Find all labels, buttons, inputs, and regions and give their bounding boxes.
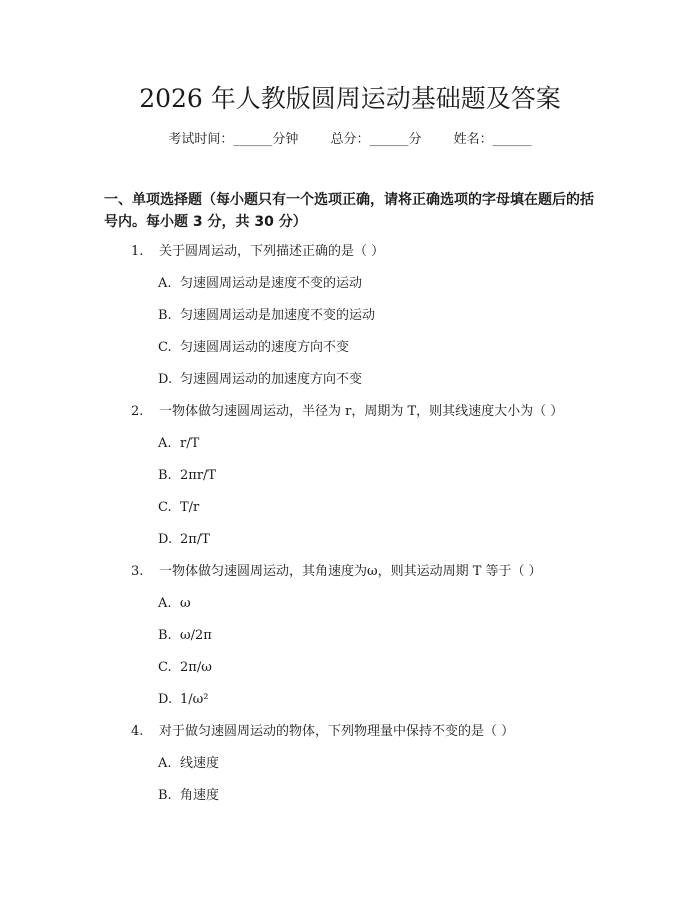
option-letter: D.	[158, 692, 173, 707]
option-text: 匀速圆周运动是速度不变的运动	[180, 276, 363, 291]
option-letter: A.	[158, 436, 172, 451]
option-text: 2πr/T	[180, 468, 217, 483]
option-letter: D.	[158, 372, 173, 387]
option-1d	[158, 371, 362, 389]
option-text: 匀速圆周运动的速度方向不变	[180, 340, 350, 355]
exam-meta	[0, 131, 700, 149]
question-3	[131, 563, 542, 581]
option-letter: A.	[158, 596, 172, 611]
option-letter: D.	[158, 532, 173, 547]
option-2c	[158, 499, 199, 517]
option-letter: B.	[158, 468, 172, 483]
option-2a	[158, 435, 199, 453]
question-text: 一物体做匀速圆周运动，其角速度为ω，则其运动周期 T 等于（ ）	[159, 564, 542, 579]
option-letter: A.	[158, 756, 172, 771]
option-text: 匀速圆周运动是加速度不变的运动	[180, 308, 376, 323]
document-title: 2026 年人教版圆周运动基础题及答案	[139, 84, 561, 113]
option-4a	[158, 755, 219, 773]
option-3a	[158, 595, 191, 613]
option-3b	[158, 627, 212, 645]
option-letter: B.	[158, 308, 172, 323]
option-letter: C.	[158, 500, 172, 515]
option-letter: A.	[158, 276, 172, 291]
student-name-field: 姓名：______	[453, 132, 532, 147]
question-1	[131, 243, 384, 261]
question-2	[131, 403, 563, 421]
question-text: 对于做匀速圆周运动的物体，下列物理量中保持不变的是（ ）	[159, 724, 515, 739]
option-letter: C.	[158, 660, 172, 675]
option-text: 线速度	[180, 756, 220, 771]
option-1b	[158, 307, 375, 325]
question-number: 4.	[131, 724, 144, 739]
option-1a	[158, 275, 362, 293]
option-2d	[158, 531, 210, 549]
question-number: 2.	[131, 404, 144, 419]
option-4b	[158, 787, 219, 805]
total-score-field: 总分：______分	[330, 132, 422, 147]
option-1c	[158, 339, 349, 357]
option-text: 1/ω²	[180, 692, 209, 707]
exam-time-field: 考试时间：______分钟	[168, 132, 299, 147]
question-number: 3.	[131, 564, 144, 579]
option-text: T/r	[180, 500, 200, 515]
option-letter: B.	[158, 628, 172, 643]
question-4	[131, 723, 514, 741]
option-text: ω/2π	[180, 628, 212, 643]
option-letter: B.	[158, 788, 172, 803]
option-text: 匀速圆周运动的加速度方向不变	[180, 372, 363, 387]
option-3d	[158, 691, 208, 709]
question-text: 一物体做匀速圆周运动，半径为 r，周期为 T，则其线速度大小为（ ）	[159, 404, 564, 419]
question-number: 1.	[131, 244, 144, 259]
option-text: 2π/T	[180, 532, 210, 547]
option-text: ω	[180, 596, 191, 611]
option-text: 2π/ω	[180, 660, 212, 675]
section-heading: 一、单项选择题（每小题只有一个选项正确，请将正确选项的字母填在题后的括号内。每小题 3 分，共 30 分）	[104, 192, 594, 230]
option-text: 角速度	[180, 788, 220, 803]
option-2b	[158, 467, 216, 485]
option-letter: C.	[158, 340, 172, 355]
question-text: 关于圆周运动，下列描述正确的是（ ）	[159, 244, 385, 259]
option-3c	[158, 659, 212, 677]
option-text: r/T	[180, 436, 200, 451]
